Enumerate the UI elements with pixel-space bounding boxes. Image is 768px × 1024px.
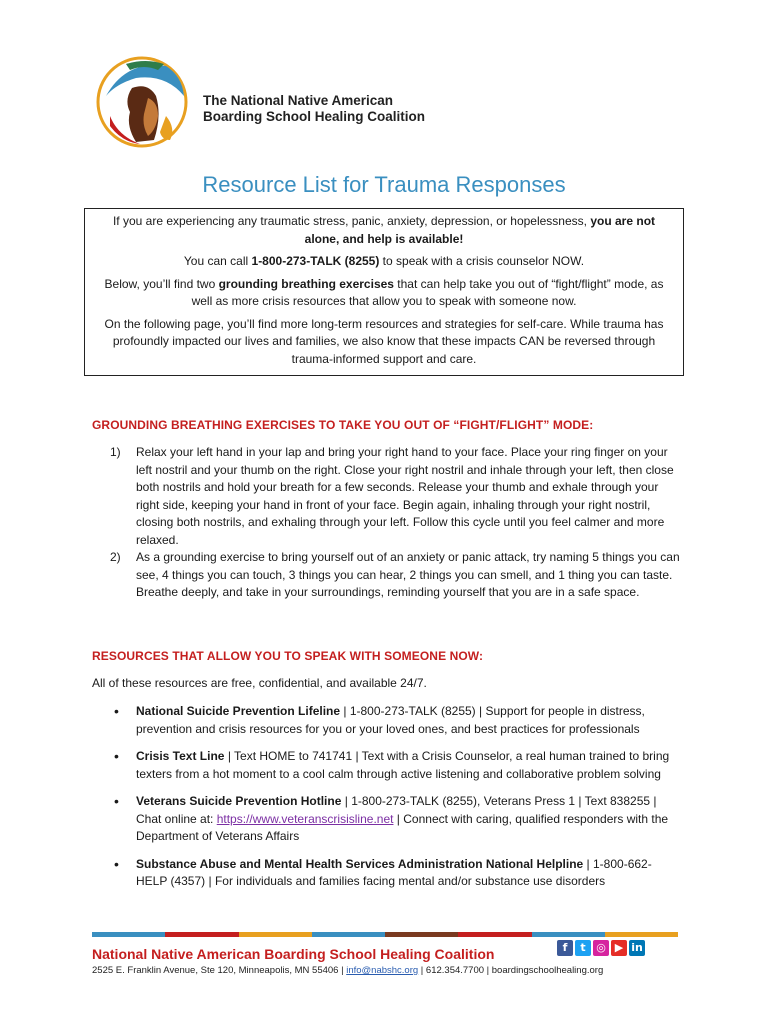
list-item xyxy=(114,793,680,846)
bullet-icon: • xyxy=(114,748,119,764)
footer-bar-segment xyxy=(385,932,458,937)
resource-detail: | 1-800-662-HELP (4357) | For individuals and families facing mental and/or substance use disorders xyxy=(136,856,652,888)
resources-list xyxy=(114,703,680,901)
intro-p1-bold: you are not alone, and help is available! xyxy=(304,214,656,246)
resource-detail: | 1-800-273-TALK (8255), Veterans Press 1 | Text 838255 | Chat online at: xyxy=(136,794,657,826)
list-item xyxy=(114,748,680,783)
resource-name: Crisis Text Line xyxy=(136,749,225,763)
youtube-icon[interactable]: ▶ xyxy=(611,940,627,956)
grounding-steps xyxy=(110,444,682,602)
facebook-icon[interactable]: f xyxy=(557,940,573,956)
footer-bar-segment xyxy=(312,932,385,937)
resource-name: Veterans Suicide Prevention Hotline xyxy=(136,794,342,808)
footer-contact-text: | 612.354.7700 | boardingschoolhealing.org xyxy=(418,965,604,976)
footer-bar-segment xyxy=(239,932,312,937)
list-item xyxy=(114,703,680,738)
bullet-icon: • xyxy=(114,703,119,719)
intro-p3-text-end: that can help take you out of “fight/flight” mode, as well as more crisis resources that allow you to speak with someone now. xyxy=(191,276,664,308)
page-title: Resource List for Trauma Responses xyxy=(202,172,566,197)
email-link[interactable]: info@nabshc.org xyxy=(346,965,419,976)
crisis-phone: 1-800-273-TALK (8255) xyxy=(251,254,380,268)
footer-bar-segment xyxy=(458,932,531,937)
grounding-heading: GROUNDING BREATHING EXERCISES TO TAKE YOU OUT OF “FIGHT/FLIGHT” MODE: xyxy=(92,418,594,432)
resource-name: National Suicide Prevention Lifeline xyxy=(136,704,341,718)
instagram-icon[interactable]: ◎ xyxy=(593,940,609,956)
resources-heading: RESOURCES THAT ALLOW YOU TO SPEAK WITH SOMEONE NOW: xyxy=(92,649,484,663)
intro-p1-text: If you are experiencing any traumatic stress, panic, anxiety, depression, or hopelessness, xyxy=(112,214,587,228)
linkedin-icon[interactable]: in xyxy=(629,940,645,956)
resource-detail: | Text HOME to 741741 | Text with a Crisis Counselor, a real human trained to bring texters from a hot moment to a cool calm through active listening and collaborative problem solving xyxy=(136,749,670,781)
resource-text xyxy=(136,793,680,846)
resource-text xyxy=(136,748,680,783)
bullet-icon: • xyxy=(114,793,119,809)
intro-paragraph-3 xyxy=(99,276,669,311)
coalition-logo-icon xyxy=(96,56,188,148)
footer-org-name: National Native American Boarding School Healing Coalition xyxy=(92,946,495,962)
footer-bar-segment xyxy=(165,932,238,937)
resource-text xyxy=(136,856,680,891)
social-icons xyxy=(557,940,645,956)
intro-paragraph-2 xyxy=(99,253,669,271)
veterans-crisis-link[interactable]: https://www.veteranscrisisline.net xyxy=(216,811,394,826)
org-name-line2: Boarding School Healing Coalition xyxy=(203,109,426,124)
footer-color-bar xyxy=(92,932,678,937)
resource-text xyxy=(136,703,680,738)
twitter-icon[interactable]: t xyxy=(575,940,591,956)
step-text: Relax your left hand in your lap and bring your right hand to your face. Place your ring finger on your left nostril and your thumb on the right. Close your right nostril and inhale through your left, then close both nostrils and hold your breath for a few seconds. Release your thumb and exhale through your right side, keeping your hand in front of your face. Begin again, inhaling through your right nostril, closing both nostrils, and exhaling through your left. Follow this cycle until you feel calmer and more relaxed. xyxy=(136,445,674,547)
step-number: 2) xyxy=(110,550,121,564)
org-name-line1: The National Native American xyxy=(203,93,394,108)
resource-detail: | 1-800-273-TALK (8255) | Support for people in distress, prevention and crisis resources for you or your loved ones, and best practices for professionals xyxy=(136,704,645,736)
intro-box xyxy=(84,208,684,376)
intro-p3-bold: grounding breathing exercises xyxy=(218,276,394,291)
org-name xyxy=(203,93,425,125)
list-item xyxy=(114,856,680,891)
list-item xyxy=(110,549,682,602)
footer-address xyxy=(92,965,603,976)
intro-paragraph-1 xyxy=(99,213,669,248)
footer-bar-segment xyxy=(605,932,678,937)
footer-address-text: 2525 E. Franklin Avenue, Ste 120, Minneapolis, MN 55406 | xyxy=(92,965,347,976)
list-item xyxy=(110,444,682,549)
intro-p3-text: Below, you’ll find two xyxy=(104,276,219,291)
step-number: 1) xyxy=(110,445,121,459)
footer-bar-segment xyxy=(532,932,605,937)
footer-bar-segment xyxy=(92,932,165,937)
bullet-icon: • xyxy=(114,855,119,872)
resource-name: Substance Abuse and Mental Health Services Administration National Helpline xyxy=(136,856,584,871)
intro-p2-text: You can call xyxy=(183,254,252,268)
intro-p2-text-end: to speak with a crisis counselor NOW. xyxy=(379,254,585,268)
resource-detail-end: | Connect with caring, qualified responders with the Department of Veterans Affairs xyxy=(136,811,669,843)
intro-paragraph-4: On the following page, you’ll find more long-term resources and strategies for self-care. While trauma has profoundly impacted our lives and families, we also know that these impacts CAN be reversed through trauma-informed support and care. xyxy=(104,316,664,366)
resources-intro: All of these resources are free, confidential, and available 24/7. xyxy=(92,676,427,690)
step-text: As a grounding exercise to bring yourself out of an anxiety or panic attack, try naming 5 things you can see, 4 things you can touch, 3 things you can hear, 2 things you can smell, and 1 thing you can taste. Breathe deeply, and take in your surroundings, reminding yourself that you are in a safe space. xyxy=(136,550,680,599)
